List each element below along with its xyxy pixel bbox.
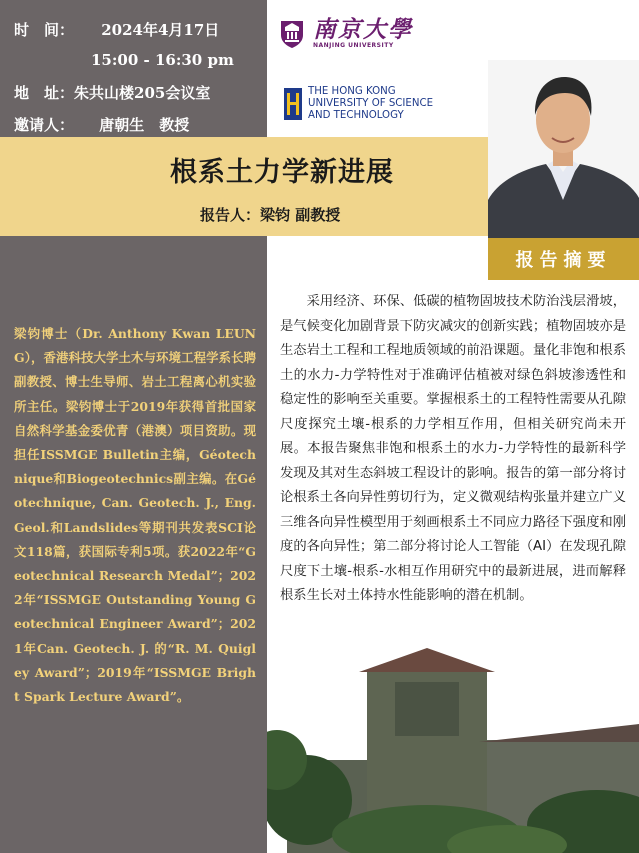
speaker-line: 报告人：梁钧 副教授	[200, 206, 341, 224]
event-time: 15:00 - 16:30 pm	[91, 51, 234, 69]
event-location: 朱共山楼205会议室	[74, 84, 211, 102]
hkust-name-line1: THE HONG KONG	[308, 86, 396, 97]
abstract-text: 采用经济、环保、低碳的植物固坡技术防治浅层滑坡，是气候变化加剧背景下防灾减灾的创新实践；植物固坡亦是生态岩土工程和工程地质领域的前沿课题。量化非饱和根系土的水力-力学特性对于准确评估植被对绿色斜坡渗透性和稳定性的影响至关重要。掌握根系土的工程特性需要从孔隙尺度探究土壤-根系的力学相互作用，但相关研究尚未开展。本报告聚焦非饱和根系土的水力-力学特性的最新科学发现及其对生态斜坡工程设计的影响。报告的第一部分将讨论根系土各向异性剪切行为，定义微观结构张量并建立广义三维各向异性模型用于刻画根系土不同应力路径下强度和刚度的各向异性；第二部分将讨论人工智能（AI）在发现孔隙尺度下土壤-根系-水相互作用研究中的最新进展，进而解释根系生长对土体持水性能影响的潜在机制。	[280, 294, 626, 603]
event-date: 2024年4月17日	[101, 21, 220, 39]
speaker-photo	[488, 60, 639, 238]
nju-english-name: NANJING UNIVERSITY	[313, 42, 394, 49]
hkust-logo	[282, 86, 433, 122]
speaker-bio: 梁钧博士（Dr. Anthony Kwan LEUNG），香港科技大学土木与环境工程学系长聘副教授、博士生导师、岩土工程离心机实验所主任。梁钧博士于2019年获得首批国家自然科学基金委优青（港澳）项目资助。现担任ISSMGE Bulletin主编，Géotechnique和Biogeotechnics副主编。在Géotechnique, Can. Geotech. J., Eng. Geol.和Landslides等期刊共发表SCI论文118篇，获国际专利5项。获2022年“Geotechnical Research Medal”；2022年“ISSMGE Outstanding Young Geotechnical Engineer Award”；2021年Can. Geotech. J. 的“R. M. Quigley Award”；2019年“ISSMGE Bright Spark Lecture Award”。	[14, 326, 256, 705]
nju-emblem-icon	[279, 19, 305, 49]
event-host: 唐朝生 教授	[99, 116, 190, 134]
abstract-header: 报告摘要	[488, 238, 639, 280]
event-host-row	[14, 114, 189, 135]
event-date-row	[14, 19, 219, 40]
nju-name: 南京大學	[313, 16, 413, 43]
time-label: 时 间：	[14, 21, 75, 39]
host-label: 邀请人：	[14, 116, 75, 134]
hkust-emblem-icon	[282, 86, 304, 122]
hkust-name-line2: UNIVERSITY OF SCIENCE	[308, 98, 434, 109]
hkust-name-line3: AND TECHNOLOGY	[308, 110, 404, 121]
event-location-row	[14, 82, 210, 103]
nju-logo	[279, 18, 413, 49]
campus-building-image	[267, 640, 639, 853]
location-label: 地 址：	[14, 84, 75, 102]
talk-title: 根系土力学新进展	[170, 157, 394, 188]
